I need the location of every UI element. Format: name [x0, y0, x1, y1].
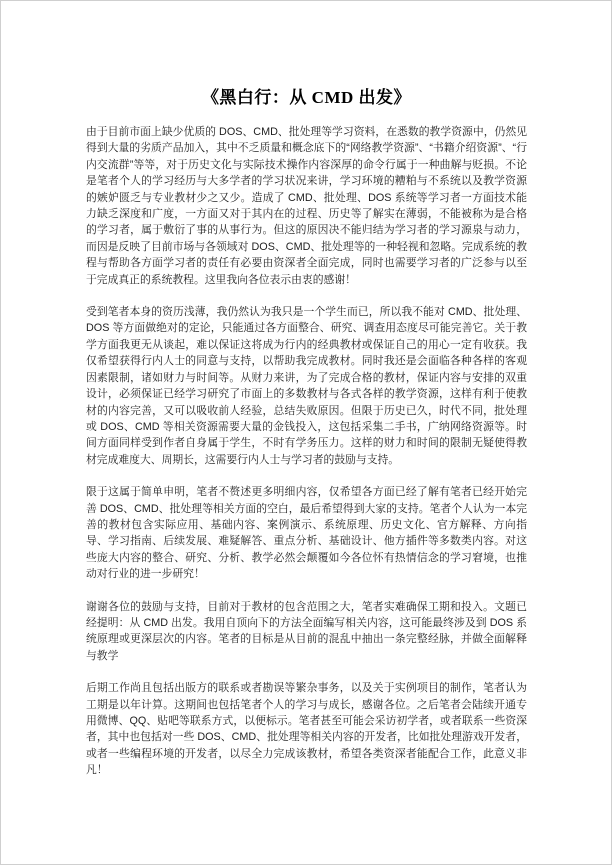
paragraph-method: 谢谢各位的鼓励与支持，目前对于教材的包含范围之大，笔者实难确保工期和投入。文题已经提明：从 CMD 出发。我用自顶向下的方法全面编写相关内容，这可能最终涉及到 DOS 系统原理或更深层次的内容。笔者的目标是从目前的混乱中抽出一条完整经脉，并做全面解释与教学: [86, 600, 527, 662]
paragraph-author-background: 受到笔者本身的资历浅薄，我仍然认为我只是一个学生而已，所以我不能对 CMD、批处理、DOS 等方面做绝对的定论，只能通过各方面整合、研究、调查用态度尽可能完善它。关于教学方面我更无从谈起，难以保证这将成为行内的经典教材或保证自己的用心一定有收获。我仅希望获得行内人士的同意与支持，以帮助我完成教材。同时我还是会面临各种各样的客观因素限制，诸如财力与时间等。从财力来讲，为了完成合格的教材，保证内容与安排的双重设计，必须保证已经学习研究了市面上的多数教材与各式各样的教学资源，这样有利于使教材的内容完善，又可以吸收前人经验，总结失败原因。但限于历史已久，时代不同，批处理或 DOS、CMD 等相关资源需要大量的金钱投入，这包括采集二手书，广纳网络资源等。时间方面同样受到作者自身属于学生，不时有学务压力。这样的财力和时间的限制无疑使得教材完成难度大、周期长，这需要行内人士与学习者的鼓励与支持。: [86, 306, 527, 466]
paragraph-scope: 限于这属于简单申明，笔者不赘述更多明细内容，仅希望各方面已经了解有笔者已经开始完善 DOS、CMD、批处理等相关方面的空白，最后希望得到大家的支持。笔者个人认为一本完善的教材包含实际应用、基础内容、案例演示、系统原理、历史文化、官方解释、方向指导、学习指南、后续发展、难疑解答、重点分析、基础设计、他方插件等多数类内容。对这些庞大内容的整合、研究、分析、教学必然会颠覆如今各位怀有热情信念的学习窘境，也推动对行业的进一步研究！: [86, 486, 527, 581]
paragraph-future-work: 后期工作尚且包括出版方的联系或者勘误等繁杂事务，以及关于实例项目的制作，笔者认为工期是以年计算。这期间也包括笔者个人的学习与成长，感谢各位。之后笔者会陆续开通专用微博、QQ、贴吧等联系方式，以便标示。笔者甚至可能会采访初学者，或者联系一些资深者，其中也包括对一些 DOS、CMD、批处理等相关内容的开发者，比如批处理游戏开发者，或者一些编程环境的开发者，以尽全力完成该教材，希望各类资深者能配合工作，此意义非凡！: [86, 682, 527, 777]
paragraph-intro: 由于目前市面上缺少优质的 DOS、CMD、批处理等学习资料，在悉数的教学资源中，仍然见得到大量的劣质产品加入，其中不乏质量和概念底下的“网络教学资源”、“书籍介绍资源”、“行内交流群”等等，对于历史文化与实际技术操作内容深厚的命令行属于一种曲解与贬损。不论是笔者个人的学习经历与大多学者的学习状况来讲，学习环境的糟粕与不系统以及教学资源的嫉妒匮乏与专业教材少之又少。造成了 CMD、批处理、DOS 系统等学习者一方面技术能力缺乏深度和广度，一方面又对于其内在的过程、历史等了解实在薄弱，不能被称为是合格的学习者，属于敷衍了事的从事行为。但这的原因决不能归结为学习者的学习源泉与动力，而因是反映了目前市场与各领域对 DOS、CMD、批处理等的一种轻视和忽略。完成系统的教程与帮助各方面学习者的责任有必要由资深者全面完成，同时也需要学习者的广泛参与以至于完成真正的系统教程。这里我向各位表示由衷的感谢！: [86, 126, 527, 286]
document-title: 《黑白行：从 CMD 出发》: [201, 88, 412, 107]
document-body: [86, 124, 527, 779]
